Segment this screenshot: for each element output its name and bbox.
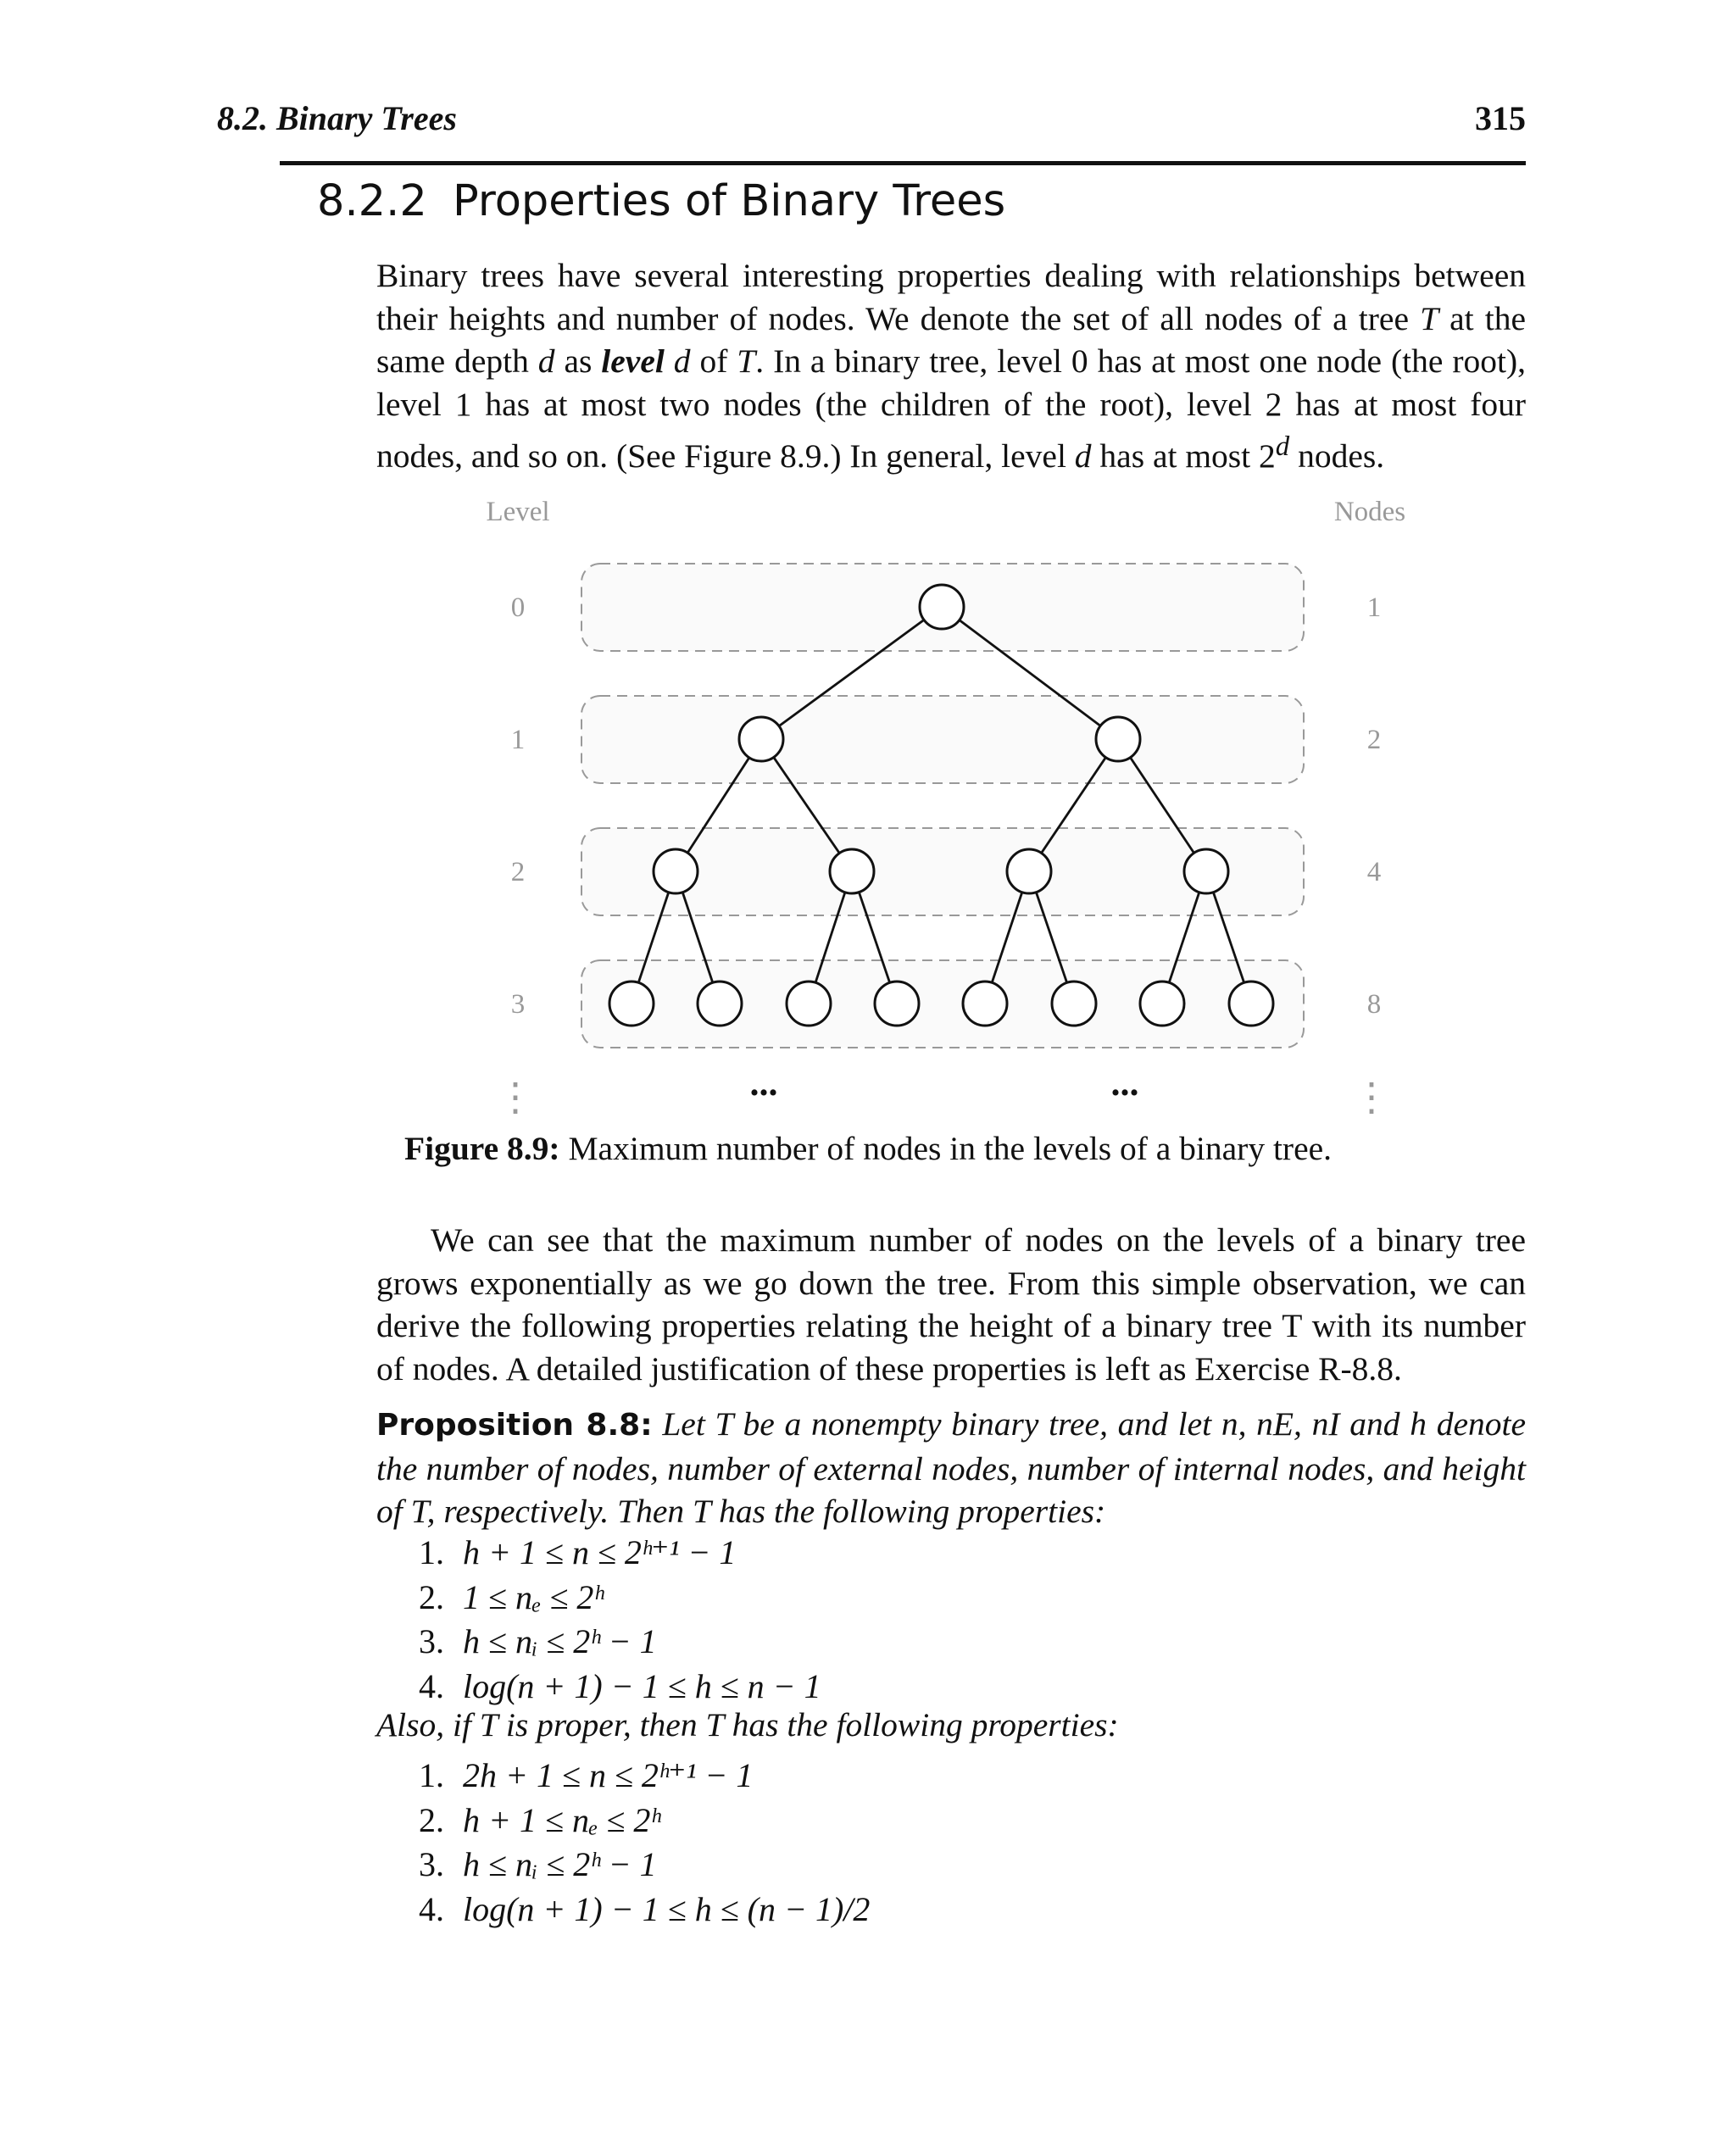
formula-item [419,1799,870,1843]
tree-node [830,849,874,893]
formula-index: 1. [419,1533,444,1571]
formula-item [419,1620,821,1665]
intro-text: . In a binary tree, level 0 has at most one node (the root), level 1 has at most two nodes (the children of the root), level 2 has at most four nodes, and so on. (See Figure 8.9.) In general, level [376,342,1527,475]
ellipsis: ... [1110,1062,1139,1104]
level-label: 2 [510,857,526,887]
formula-index: 1. [419,1756,444,1794]
tree-node [1052,982,1096,1026]
level-3-box [581,960,1304,1048]
formula-index: 4. [419,1889,444,1928]
math-exponent-d: d [1275,431,1290,462]
math-T: T [1420,299,1439,337]
level-label: 3 [510,989,526,1020]
proposition-label: Proposition 8.8: [376,1408,653,1443]
formula-item [419,1665,821,1710]
tree-node [698,982,742,1026]
figure-caption [0,1127,1736,1170]
formula: 1 ≤ nₑ ≤ 2ʰ [463,1577,604,1616]
intro-text: nodes. [1289,437,1385,475]
formula-item [419,1754,870,1799]
node-count: 8 [1366,989,1382,1020]
tree-edges [632,607,1251,1004]
math-d: d [673,342,691,380]
observation-paragraph: We can see that the maximum number of nodes on the levels of a binary tree grows exponentially as we go down the tree. From this simple observation, we can derive the following properties relating the height of a binary tree T with its number of nodes. A detailed justification of these properties is left as Exercise R-8.8. [376,1221,1526,1387]
level-0-box [581,564,1304,651]
nodes-column-header: Nodes [1333,497,1406,527]
level-label: 0 [510,592,526,623]
formula: h + 1 ≤ nₑ ≤ 2ʰ [463,1800,660,1839]
tree-node [963,982,1007,1026]
formula: h ≤ nᵢ ≤ 2ʰ − 1 [463,1622,657,1660]
tree-node [1184,849,1228,893]
figure-caption-label: Figure 8.9: [403,1130,560,1167]
formula-item [419,1888,870,1932]
tree-node [1229,982,1273,1026]
formula-item [419,1843,870,1888]
section-number: 8.2.2 [317,176,427,226]
general-properties-list [419,1531,821,1709]
formula: h ≤ nᵢ ≤ 2ʰ − 1 [463,1845,657,1883]
level-label: 1 [510,725,526,755]
math-d: d [537,342,555,380]
formula: log(n + 1) − 1 ≤ h ≤ (n − 1)/2 [463,1889,871,1928]
node-count: 4 [1366,857,1382,887]
figure-caption-text: Maximum number of nodes in the levels of a binary tree. [568,1130,1333,1167]
formula: log(n + 1) − 1 ≤ h ≤ n − 1 [463,1666,821,1705]
page-number: 315 [1475,99,1526,137]
vertical-dots: ⋮ [496,1076,535,1119]
level-1-box [581,696,1304,783]
formula: 2h + 1 ≤ n ≤ 2ʰ⁺¹ − 1 [463,1756,754,1794]
tree-node [787,982,831,1026]
ellipsis: ... [749,1062,778,1104]
header-rule [280,161,1526,165]
vertical-dots: ⋮ [1352,1076,1391,1119]
formula-index: 3. [419,1845,444,1883]
tree-node [875,982,919,1026]
tree-node [1007,849,1051,893]
proper-tree-intro: Also, if T is proper, then T has the following properties: [376,1706,1119,1743]
tree-node [739,717,783,761]
level-column-header: Level [486,497,550,527]
section-heading [317,176,1005,226]
running-head [217,98,1526,149]
intro-paragraph [376,254,1526,478]
intro-text: at the same depth [376,299,1527,380]
formula-index: 4. [419,1666,444,1705]
section-title: Properties of Binary Trees [453,176,1006,226]
formula-index: 2. [419,1577,444,1616]
intro-text: Binary trees have several interesting properties dealing with relationships between their heights and number of nodes. We denote the set of all nodes of a tree [376,257,1526,337]
formula: h + 1 ≤ n ≤ 2ʰ⁺¹ − 1 [463,1533,737,1571]
formula-item [419,1576,821,1621]
level-2-box [581,828,1304,915]
tree-node [654,849,698,893]
term-level: level [601,342,665,380]
running-head-section: 8.2. Binary Trees [217,99,457,137]
node-count: 1 [1366,592,1382,623]
tree-node [1096,717,1140,761]
formula-index: 2. [419,1800,444,1839]
tree-node [1140,982,1184,1026]
node-count: 2 [1366,725,1382,755]
intro-text: as [554,342,602,380]
proper-properties-list [419,1754,870,1932]
intro-text: of [690,342,737,380]
intro-text: has at most 2 [1091,437,1276,475]
formula-item [419,1531,821,1576]
proposition-statement: Let T be a nonempty binary tree, and let n, nE, nI and h denote the number of nodes, number of external nodes, number of internal nodes, and height of T, respectively. Then T has the following properties: [376,1405,1527,1530]
math-d: d [1074,437,1092,475]
tree-node [920,585,964,629]
proposition [376,1403,1526,1533]
math-T: T [737,342,756,380]
formula-index: 3. [419,1622,444,1660]
tree-node [609,982,654,1026]
